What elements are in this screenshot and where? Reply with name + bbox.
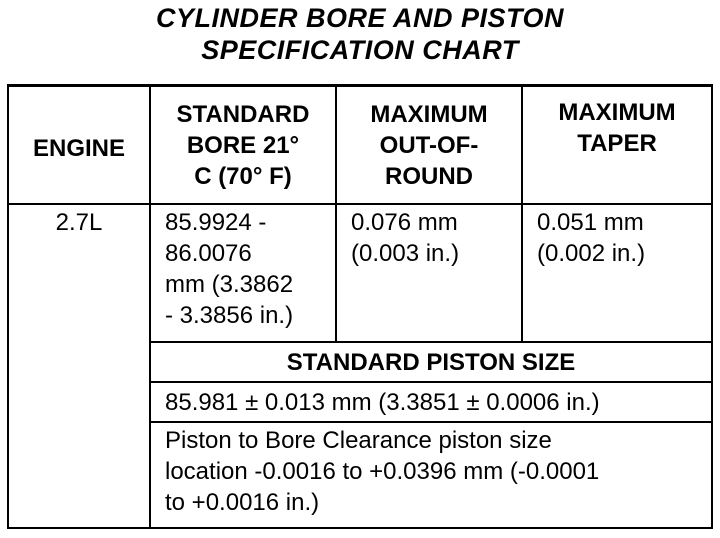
header-max-out-of-round-line-1: MAXIMUM [370, 100, 488, 128]
chart-title-line-2: SPECIFICATION CHART [201, 35, 519, 65]
standard-bore-line-2: 86.0076 [165, 240, 252, 267]
header-max-out-of-round-line-3: ROUND [385, 162, 473, 190]
piston-clearance-line-2: location -0.0016 to +0.0396 mm (-0.0001 [165, 458, 600, 485]
header-engine [8, 86, 150, 205]
chart-title [0, 2, 720, 66]
standard-bore-line-4: - 3.3856 in.) [165, 302, 294, 329]
header-max-out-of-round-line-2: OUT-OF- [379, 131, 479, 159]
header-max-taper [522, 86, 712, 205]
max-taper-line-2: (0.002 in.) [537, 240, 646, 267]
header-standard-bore-line-2: BORE 21° [186, 131, 300, 159]
max-taper-cell [522, 204, 712, 342]
header-standard-bore [150, 86, 336, 205]
spec-table [7, 84, 713, 529]
piston-clearance-line-3: to +0.0016 in.) [165, 489, 320, 516]
header-row [8, 86, 712, 205]
data-row [8, 204, 712, 342]
standard-bore-line-3: mm (3.3862 [165, 271, 294, 298]
standard-bore-line-1: 85.9924 - [165, 209, 267, 236]
standard-bore-cell [150, 204, 336, 342]
max-out-of-round-cell [336, 204, 522, 342]
engine-value: 2.7L [55, 209, 103, 236]
piston-size-value [150, 382, 712, 422]
header-engine-label: ENGINE [32, 134, 125, 162]
header-max-out-of-round [336, 86, 522, 205]
chart-title-line-1: CYLINDER BORE AND PISTON [155, 3, 565, 33]
piston-size-value-text: 85.981 ± 0.013 mm (3.3851 ± 0.0006 in.) [165, 388, 600, 416]
engine-cell [8, 204, 150, 528]
max-out-of-round-line-1: 0.076 mm [351, 209, 458, 236]
header-standard-bore-line-1: STANDARD [176, 100, 310, 128]
header-max-taper-line-1: MAXIMUM [558, 99, 676, 126]
max-taper-line-1: 0.051 mm [537, 209, 644, 236]
max-out-of-round-line-2: (0.003 in.) [351, 240, 460, 267]
piston-clearance-note [150, 422, 712, 528]
header-standard-bore-line-3: C (70° F) [194, 162, 292, 190]
header-max-taper-line-2: TAPER [577, 130, 657, 157]
piston-clearance-line-1: Piston to Bore Clearance piston size [165, 427, 552, 454]
piston-size-heading [150, 342, 712, 382]
piston-size-heading-label: STANDARD PISTON SIZE [286, 348, 576, 376]
